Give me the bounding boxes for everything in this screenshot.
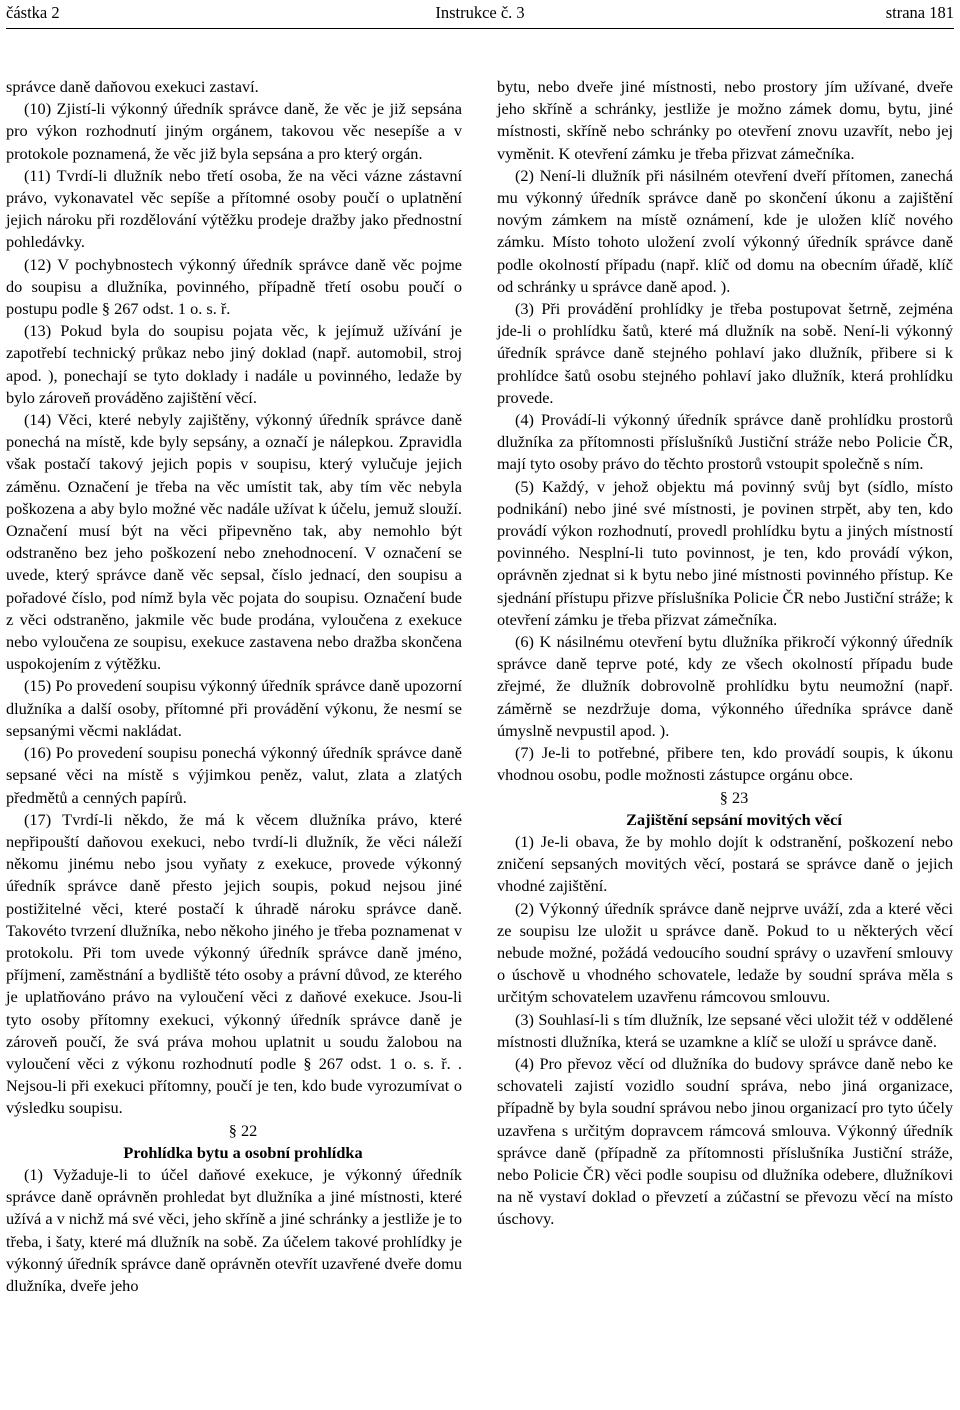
paragraph: (15) Po provedení soupisu výkonný úředník správce daně upozorní dlužníka a další osoby, přítomné při provádění výkonu, že nesmí se sepsanými věcmi nakládat. — [6, 676, 462, 740]
paragraph: (1) Je-li obava, že by mohlo dojít k odstranění, poškození nebo zničení sepsaných movitých věcí, postará se správce daně o jejich vhodné zajištění. — [497, 831, 953, 896]
page-number: strana 181 — [885, 3, 954, 22]
paragraph: (1) Vyžaduje-li to účel daňové exekuce, je výkonný úředník správce daně oprávněn prohledat byt dlužníka a jiné místnosti, které užívá a v nichž má své věci, jeho skříně a jiné schránky a jestliže je to třeba, i šaty, které má dlužník na sobě. Za účelem takové prohlídky je výkonný úředník správce daně oprávněn otevřít uzavřené dveře domu dlužníka, dveře jeho — [6, 1164, 462, 1295]
section-title: Prohlídka bytu a osobní prohlídka — [123, 1142, 363, 1162]
document-title: Instrukce č. 3 — [435, 3, 525, 22]
paragraph: (4) Pro převoz věcí od dlužníka do budovy správce daně nebo ke schovateli zajistí vozidlo soudní správa, nebo jiná organizace, případně by byla soudní správou nebo jinou organizací pro tyto účely uzavřena s určitým dopravcem rámcová smlouva. Výkonný úředník správce daně (případně za přítomnosti příslušníka Justiční stráže, nebo Policie ČR) věci podle soupisu od dlužníka odebere, dlužníkovi na ně vystaví doklad o převzetí a zúčastní se převozu věcí na místo úschovy. — [497, 1053, 953, 1229]
issue-number: částka 2 — [6, 3, 60, 22]
right-column — [497, 76, 953, 1231]
paragraph: (12) V pochybnostech výkonný úředník správce daně věc pojme do soupisu a dlužníka, povinného, případně třetí osobu poučí o postupu podle § 267 odst. 1 o. s. ř. — [6, 254, 462, 319]
paragraph: bytu, nebo dveře jiné místnosti, nebo prostory jím užívané, dveře jeho skříně a schránky, jestliže je možno zámek domu, bytu, jiné místnosti, skříně nebo schránky po otevření znovu uzavřít, nebo jej vyměnit. K otevření zámku je třeba přizvat zámečníka. — [497, 77, 953, 163]
section-number: § 22 — [228, 1120, 258, 1140]
paragraph: (13) Pokud byla do soupisu pojata věc, k jejímuž užívání je zapotřebí technický průkaz nebo jiný doklad (např. automobil, stroj apod. ), ponechají se tyto doklady i nadále u povinného, ledaže by bylo zároveň prováděno zajištění věcí. — [6, 321, 462, 407]
section-title: Zajištění sepsání movitých věcí — [626, 809, 842, 829]
paragraph: (6) K násilnému otevření bytu dlužníka přikročí výkonný úředník správce daně teprve poté, kdy ze všech okolností případu bude zřejmé, že dlužník dobrovolně prohlídku bytu neumožní (např. záměrně se nezdržuje doma, výkonného úředníka správce daně úmyslně nevpustil apod. ). — [497, 632, 953, 740]
page-header — [6, 0, 954, 29]
paragraph: (7) Je-li to potřebné, přibere ten, kdo provádí soupis, k úkonu vhodnou osobu, podle možnosti zástupce orgánu obce. — [497, 743, 953, 785]
paragraph: (11) Tvrdí-li dlužník nebo třetí osoba, že na věci vázne zástavní právo, vykonavatel věc sepíše a přítomné osoby poučí o uplatnění jejich nároku při rozdělování výtěžku prodeje dražby jako přednostní pohledávky. — [6, 165, 462, 252]
paragraph: (2) Není-li dlužník při násilném otevření dveří přítomen, zanechá mu výkonný úředník správce daně po skončení úkonu a zajištění novým zámkem na místě oznámení, kde je uložen klíč nového zámku. Místo tohoto uložení zvolí výkonný úředník správce daně podle okolností případu (např. klíč od domu na obecním úřadě, klíč od schránky u správce daně apod. ). — [497, 165, 953, 296]
paragraph: (3) Souhlasí-li s tím dlužník, lze sepsané věci uložit též v oddělené místnosti dlužníka, která se uzamkne a klíč se uloží u správce daně. — [497, 1009, 953, 1051]
section-number: § 23 — [719, 787, 749, 807]
paragraph: (4) Provádí-li výkonný úředník správce daně prohlídku prostorů dlužníka za přítomnosti příslušníků Justiční stráže nebo Policie ČR, mají tyto osoby právo do těchto prostorů vstoupit společně s ním. — [497, 410, 953, 474]
paragraph: (17) Tvrdí-li někdo, že má k věcem dlužníka právo, které nepřipouští daňovou exekuci, nebo tvrdí-li dlužník, že věci náleží někomu jinému nebo jsou vyňaty z exekuce, provede výkonný úředník správce daně přesto jejich soupis, pokud nejsou jiné postižitelné věci, které postačí k úhradě nároku správce daně. Takovéto tvrzení dlužníka, nebo někoho jiného je třeba poznamenat v protokolu. Při tom uvede výkonný úředník správce daně jméno, příjmení, zaměstnání a bydliště této osoby a právní důvod, ze kterého je uplatňováno právo na vyloučení věci z daňové exekuce. Jsou-li tyto osoby přítomny exekuci, výkonný úředník správce daně je zároveň poučí, že svá práva mohou uplatnit u soudu žalobou na vyloučení věci z výkonu rozhodnutí podle § 267 odst. 1 o. s. ř. . Nejsou-li při exekuci přítomny, poučí je ten, kdo bude vyrozumívat o výsledku soupisu. — [6, 809, 462, 1118]
paragraph: (3) Při provádění prohlídky je třeba postupovat šetrně, zejména jde-li o prohlídku šatů, které má dlužník na sobě. Není-li výkonný úředník správce daně stejného pohlaví jako dlužník, přibere si k prohlídce šatů osobu stejného pohlaví jako dlužník, která prohlídku provede. — [497, 299, 953, 407]
paragraph: (2) Výkonný úředník správce daně nejprve uváží, zda a které věci ze soupisu lze uložit u správce daně. Pokud to u některých věcí nebude možné, požádá vedoucího soudní správy o uzavření smlouvy o úschově u vhodného schovatele, ledaže by soudní správa měla s určitým schovatelem uzavřenu rámcovou smlouvu. — [497, 898, 953, 1007]
paragraph: (16) Po provedení soupisu ponechá výkonný úředník správce daně sepsané věci na místě s výjimkou peněz, valut, zlata a zlatých předmětů a cenných papírů. — [6, 743, 462, 807]
paragraph: správce daně daňovou exekuci zastaví. — [6, 77, 259, 96]
paragraph: (5) Každý, v jehož objektu má povinný svůj byt (sídlo, místo podnikání) nebo jiné své místnosti, je povinen strpět, aby ten, kdo provádí výkon rozhodnutí, provedl prohlídku bytu a jiných místností povinného. Nesplní-li tuto povinnost, je ten, kdo provádí výkon, oprávněn zjednat si k bytu nebo jiné místnosti povinného přístup. Ke sjednání přístupu přizve příslušníka Policie ČR nebo Justiční stráže; k otevření zámku je třeba přizvat zámečníka. — [497, 476, 953, 629]
paragraph: (10) Zjistí-li výkonný úředník správce daně, že věc je již sepsána pro výkon rozhodnutí jiným orgánem, takovou věc nesepíše a v protokole poznamená, že věc již byla sepsána a pro který orgán. — [6, 99, 462, 163]
paragraph: (14) Věci, které nebyly zajištěny, výkonný úředník správce daně ponechá na místě, kde byly sepsány, a označí je nálepkou. Zpravidla však postačí takový jejich popis v soupisu, který vylučuje jejich záměnu. Označení je třeba na věc umístit tak, aby tím věc nebyla poškozena a aby bylo možné věc nadále užívat k účelu, jemuž slouží. Označení musí být na věci připevněno tak, aby nemohlo být odstraněno bez jeho poškození nebo znehodnocení. V označení se uvede, který správce daně věc sepsal, číslo jednací, den soupisu a pořadové číslo, pod nímž byla věc pojata do soupisu. Označení bude z věci odstraněno, jakmile věc bude prodána, vyloučena z exekuce nebo vyloučena ze soupisu, exekuce zastavena nebo dražba skončena uspokojením z výtěžku. — [6, 410, 462, 674]
left-column — [6, 76, 462, 1297]
